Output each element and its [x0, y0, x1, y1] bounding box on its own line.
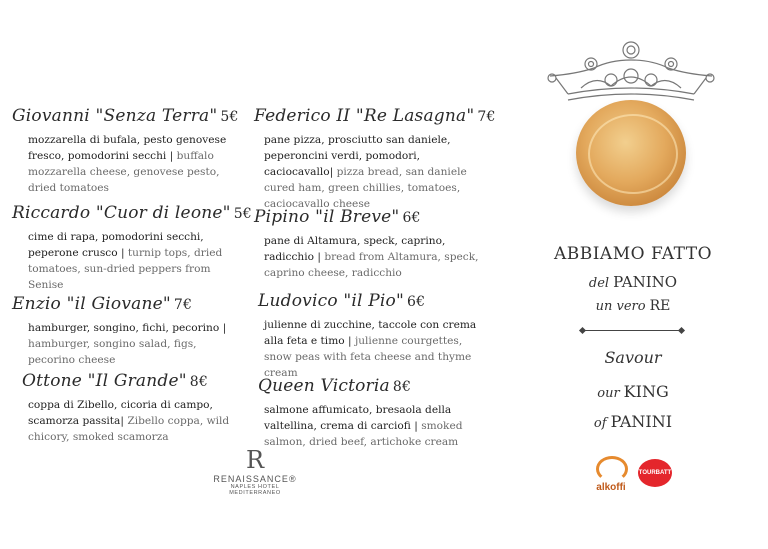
menu-item-title: Ludovico "il Pio" 6€ [258, 291, 426, 311]
menu-item-description: julienne di zucchine, taccole con crema alla feta e timo | julienne courgettes, snow peas with feta cheese and thyme cream [264, 319, 477, 379]
panino-image [576, 100, 686, 206]
menu-item-title: Queen Victoria 8€ [258, 376, 412, 396]
sponsor-logo-alkoffi [596, 456, 626, 493]
menu-item-description: mozzarella di bufala, pesto genovese fresco, pomodorini secchi | buffalo mozzarella cheese, genovese pesto, dried tomatoes [28, 134, 227, 194]
menu-item-ottone [22, 371, 240, 445]
menu-item-ludovico [258, 291, 478, 381]
headline-line2: del PANINO [588, 273, 678, 291]
menu-item-title: Ottone "Il Grande" 8€ [22, 371, 208, 391]
menu-item-enzio [12, 294, 240, 368]
menu-item-queen-victoria [258, 376, 478, 450]
sponsor-name: alkoffi [596, 482, 626, 493]
crown-icon [546, 38, 716, 108]
menu-item-description: coppa di Zibello, cicoria di campo, scamorza passita| Zibello coppa, wild chicory, smoked scamorza [28, 399, 230, 443]
alkoffi-ring-icon [596, 456, 628, 482]
headline-line1: ABBIAMO FATTO [553, 244, 713, 264]
menu-item-title: Giovanni "Senza Terra" 5€ [12, 106, 239, 126]
slogan-line3: of PANINI [593, 412, 673, 431]
hotel-subtitle: NAPLES HOTEL MEDITERRANEO [229, 484, 281, 496]
slogan-line2: our KING [597, 382, 669, 401]
menu-item-description: pane di Altamura, speck, caprino, radicchio | bread from Altamura, speck, caprino cheese, radicchio [264, 235, 479, 279]
menu-item-riccardo [12, 203, 252, 293]
slogan-line1: Savour [604, 348, 662, 367]
menu-item-federico [254, 106, 496, 212]
menu-item-description: hamburger, songino, fichi, pecorino | hamburger, songino salad, figs, pecorino cheese [28, 322, 227, 366]
sponsor-logo-tourbatt: TOURBATT [638, 459, 672, 487]
ornamental-divider [584, 330, 680, 331]
headline-line3: un vero RE [595, 298, 671, 314]
menu-item-description: salmone affumicato, bresaola della valtellina, crema di carciofi | smoked salmon, dried beef, artichoke cream [264, 404, 463, 448]
renaissance-logo [205, 446, 305, 496]
hotel-name: RENAISSANCE® [213, 474, 297, 484]
menu-item-description: pane pizza, prosciutto san daniele, peperoncini verdi, pomodori, caciocavallo| pizza bread, san daniele cured ham, green chillies, tomatoes, caciocavallo cheese [264, 134, 467, 210]
menu-item-title: Federico II "Re Lasagna" 7€ [254, 106, 496, 126]
menu-item-title: Enzio "il Giovane" 7€ [12, 294, 193, 314]
hotel-mark: R [245, 446, 265, 474]
menu-item-description: cime di rapa, pomodorini secchi, peperone crusco | turnip tops, dried tomatoes, sun-dried peppers from Senise [28, 231, 223, 291]
menu-item-title: Pipino "il Breve" 6€ [254, 207, 421, 227]
menu-item-pipino [254, 207, 479, 281]
menu-item-giovanni [12, 106, 237, 196]
menu-item-title: Riccardo "Cuor di leone" 5€ [12, 203, 252, 223]
